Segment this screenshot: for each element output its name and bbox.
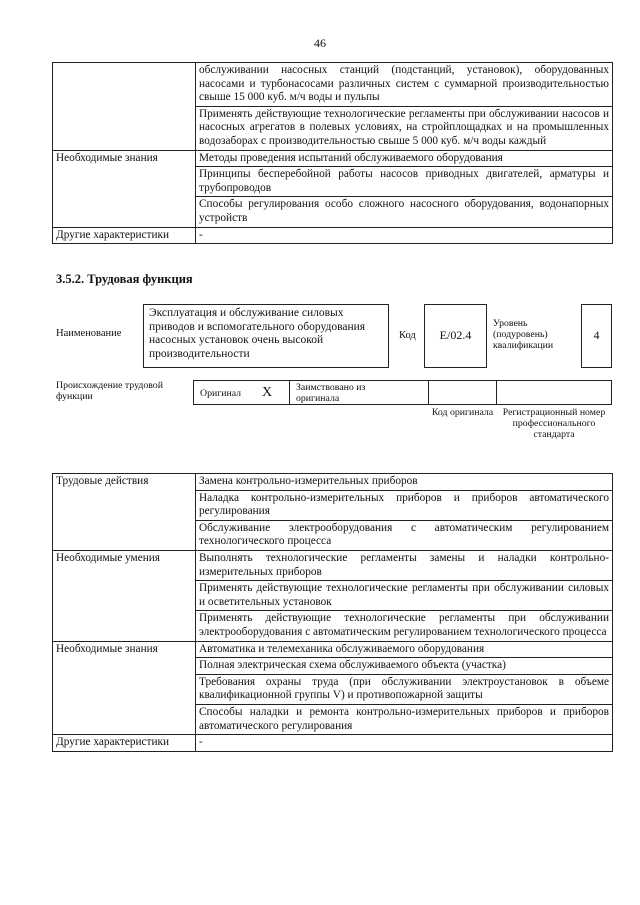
row-label: Трудовые действия — [53, 474, 196, 551]
original-cell — [193, 380, 290, 405]
original-mark: X — [262, 385, 273, 400]
code-original-cell — [428, 380, 497, 405]
row-item: Принципы бесперебойной работы насосов приводных двигателей, арматуры и трубопроводов — [196, 167, 613, 197]
row-item: Применять действующие технологические регламенты при обслуживании насосов и насосных агрегатов в полевых условиях, на стройплощадках и на промышленных водозаборах с производительностью свыше 5 000 куб. м/ч воды каждый — [196, 106, 613, 150]
page-number: 46 — [314, 36, 326, 50]
row-item: Применять действующие технологические регламенты при обслуживании электрооборудования с автоматическим регулированием технологического процесса — [196, 611, 613, 641]
table-row — [53, 227, 613, 244]
row-label: Другие характеристики — [53, 735, 196, 752]
table-row — [53, 63, 613, 107]
row-item: обслуживании насосных станций (подстанций, установок), оборудованных насосами и турбонасосами различных систем с суммарной производительностью свыше 15 000 куб. м/ч воды и пульпы — [196, 63, 613, 107]
table-row — [53, 641, 613, 658]
section-title: 3.5.2. Трудовая функция — [56, 272, 193, 286]
borrowed-label: Заимствовано из оригинала — [296, 382, 366, 404]
level-box — [581, 304, 612, 368]
function-name-box — [143, 304, 389, 368]
code-original-label: Код оригинала — [431, 407, 494, 418]
row-item: Применять действующие технологические регламенты при обслуживании силовых и осветительных установок — [196, 581, 613, 611]
row-item: - — [196, 227, 613, 244]
code-label: Код — [399, 330, 416, 341]
row-item: Способы наладки и ремонта контрольно-измерительных приборов и приборов автоматического регулирования — [196, 704, 613, 734]
table-row — [53, 735, 613, 752]
row-item: Автоматика и телемеханика обслуживаемого оборудования — [196, 641, 613, 658]
labor-function-table — [52, 473, 613, 752]
row-item: Наладка контрольно-измерительных приборов и приборов автоматического регулирования — [196, 490, 613, 520]
table-row — [53, 550, 613, 580]
row-label: Необходимые знания — [53, 150, 196, 227]
borrowed-cell — [289, 380, 429, 405]
reg-number-label: Регистрационный номер профессионального стандарта — [502, 407, 606, 440]
row-label: Необходимые знания — [53, 641, 196, 735]
reg-number-cell — [496, 380, 612, 405]
code-value: E/02.4 — [439, 328, 472, 342]
row-item: Требования охраны труда (при обслуживании электроустановок в объеме квалификационной группы V) и противопожарной защиты — [196, 674, 613, 704]
origin-label: Происхождение трудовой функции — [56, 380, 163, 402]
table-row — [53, 150, 613, 167]
row-label — [53, 63, 196, 151]
row-item: Полная электрическая схема обслуживаемого объекта (участка) — [196, 658, 613, 675]
row-item: Выполнять технологические регламенты замены и наладки контрольно-измерительных приборов — [196, 550, 613, 580]
original-label: Оригинал — [200, 388, 242, 399]
row-item: Замена контрольно-измерительных приборов — [196, 474, 613, 491]
row-label: Другие характеристики — [53, 227, 196, 244]
row-item: Методы проведения испытаний обслуживаемого оборудования — [196, 150, 613, 167]
level-label: Уровень (подуровень) квалификации — [493, 318, 554, 351]
table-row — [53, 474, 613, 491]
row-item: Обслуживание электрооборудования с автоматическим регулированием технологического процесса — [196, 520, 613, 550]
level-value: 4 — [593, 328, 600, 342]
code-box — [424, 304, 487, 368]
row-label: Необходимые умения — [53, 550, 196, 641]
row-item: - — [196, 735, 613, 752]
function-name: Эксплуатация и обслуживание силовых приводов и вспомогательного оборудования насосных установок очень высокой производительности — [149, 307, 366, 360]
row-item: Способы регулирования особо сложного насосного оборудования, водонапорных устройств — [196, 197, 613, 227]
name-label: Наименование — [56, 328, 122, 339]
requirements-table-continued — [52, 62, 613, 244]
